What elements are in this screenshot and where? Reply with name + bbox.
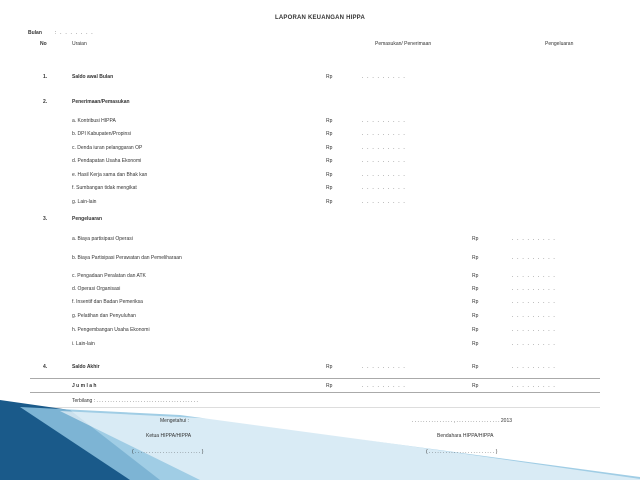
date-line: . . . . . . . . . . . . . . . , . . . . . . . . . . . . . . . . 2013 [412,418,513,424]
currency-label: Rp [472,313,479,319]
currency-label: Rp [472,286,479,292]
pengeluaran-item: i. Lain-lain [72,341,95,347]
amount-dots: . . . . . . . . . [362,158,407,164]
amount-dots: . . . . . . . . . [512,299,557,305]
currency-label: Rp [472,236,479,242]
section-no: 2. [43,99,48,105]
amount-dots: . . . . . . . . . [362,172,407,178]
section-label: Penerimaan/Pemasukan [72,99,130,105]
amount-dots: . . . . . . . . . [512,236,557,242]
amount-dots: . . . . . . . . . [512,286,557,292]
header-no: No [40,41,47,47]
penerimaan-item: b. DPI Kabupaten/Propinsi [72,131,131,137]
section-label: Saldo Akhir [72,364,100,370]
amount-dots: . . . . . . . . . [362,383,407,389]
report-title: LAPORAN KEUANGAN HIPPA [275,15,365,21]
pengeluaran-item: a. Biaya partisipasi Operasi [72,236,133,242]
penerimaan-item: c. Denda iuran pelanggaran OP [72,145,143,151]
header-penerimaan: Pemasukan/ Penerimaan [375,41,432,47]
mengetahui-label: Mengetahui : [160,418,189,424]
currency-label: Rp [326,172,333,178]
table-rule [30,378,600,379]
blue-swoosh-decoration [0,395,640,480]
bendahara-signature-line: ( . . . . . . . . . . . . . . . . . . . . . . . . ) [426,449,498,455]
section-label: Pengeluaran [72,216,103,222]
section-no: 4. [43,364,48,370]
pengeluaran-item: b. Biaya Partisipasi Perawatan dan Pemeliharaan [72,255,182,261]
amount-dots: . . . . . . . . . [512,313,557,319]
amount-dots: . . . . . . . . . [362,199,407,205]
currency-label: Rp [326,199,333,205]
amount-dots: . . . . . . . . . [362,364,407,370]
currency-label: Rp [326,118,333,124]
pengeluaran-item: f. Insentif dan Badan Pemeriksa [72,299,143,305]
penerimaan-item: e. Hasil Kerja sama dan Bhak kan [72,172,148,178]
amount-dots: . . . . . . . . . [512,255,557,261]
currency-label: Rp [472,383,479,389]
amount-dots: . . . . . . . . . [362,131,407,137]
section-no: 3. [43,216,48,222]
amount-dots: . . . . . . . . . [362,185,407,191]
currency-label: Rp [472,255,479,261]
bulan-value: : . . . . . . . [55,30,94,36]
header-uraian: Uraian [72,41,87,47]
ketua-label: Ketua HIPPA/HIPPA [146,433,192,439]
bulan-label: Bulan [28,30,42,36]
pengeluaran-item: d. Operasi Organisasi [72,286,121,292]
currency-label: Rp [326,145,333,151]
section-no: 1. [43,74,48,80]
jumlah-label: J u m l a h [72,383,97,389]
section-label: Saldo awal Bulan [72,74,114,80]
amount-dots: . . . . . . . . . [512,327,557,333]
penerimaan-item: d. Pendapatan Usaha Ekonomi [72,158,142,164]
currency-label: Rp [326,131,333,137]
currency-label: Rp [472,341,479,347]
currency-label: Rp [326,383,333,389]
penerimaan-item: a. Kontribusi HIPPA [72,118,116,124]
amount-dots: . . . . . . . . . [512,341,557,347]
currency-label: Rp [472,364,479,370]
penerimaan-item: g. Lain-lain [72,199,97,205]
currency-label: Rp [472,299,479,305]
ketua-signature-line: ( . . . . . . . . . . . . . . . . . . . . . . . . ) [132,449,204,455]
amount-dots: . . . . . . . . . [362,118,407,124]
pengeluaran-item: h. Pengembangan Usaha Ekonomi [72,327,150,333]
currency-label: Rp [326,74,333,80]
amount-dots: . . . . . . . . . [512,383,557,389]
currency-label: Rp [326,185,333,191]
pengeluaran-item: c. Pengadaan Peralatan dan ATK [72,273,146,279]
currency-label: Rp [326,158,333,164]
amount-dots: . . . . . . . . . [512,273,557,279]
currency-label: Rp [326,364,333,370]
header-pengeluaran: Pengeluaran [545,41,574,47]
amount-dots: . . . . . . . . . [512,364,557,370]
terbilang-line: Terbilang : . . . . . . . . . . . . . . . . . . . . . . . . . . . . . . . . . . . . . [72,398,198,404]
amount-dots: . . . . . . . . . [362,145,407,151]
currency-label: Rp [472,273,479,279]
currency-label: Rp [472,327,479,333]
pengeluaran-item: g. Pelatihan dan Penyuluhan [72,313,136,319]
penerimaan-item: f. Sumbangan tidak mengikat [72,185,137,191]
bendahara-label: Bendahara HIPPA/HIPPA [437,433,494,439]
amount-dots: . . . . . . . . . [362,74,407,80]
table-rule [30,392,600,393]
